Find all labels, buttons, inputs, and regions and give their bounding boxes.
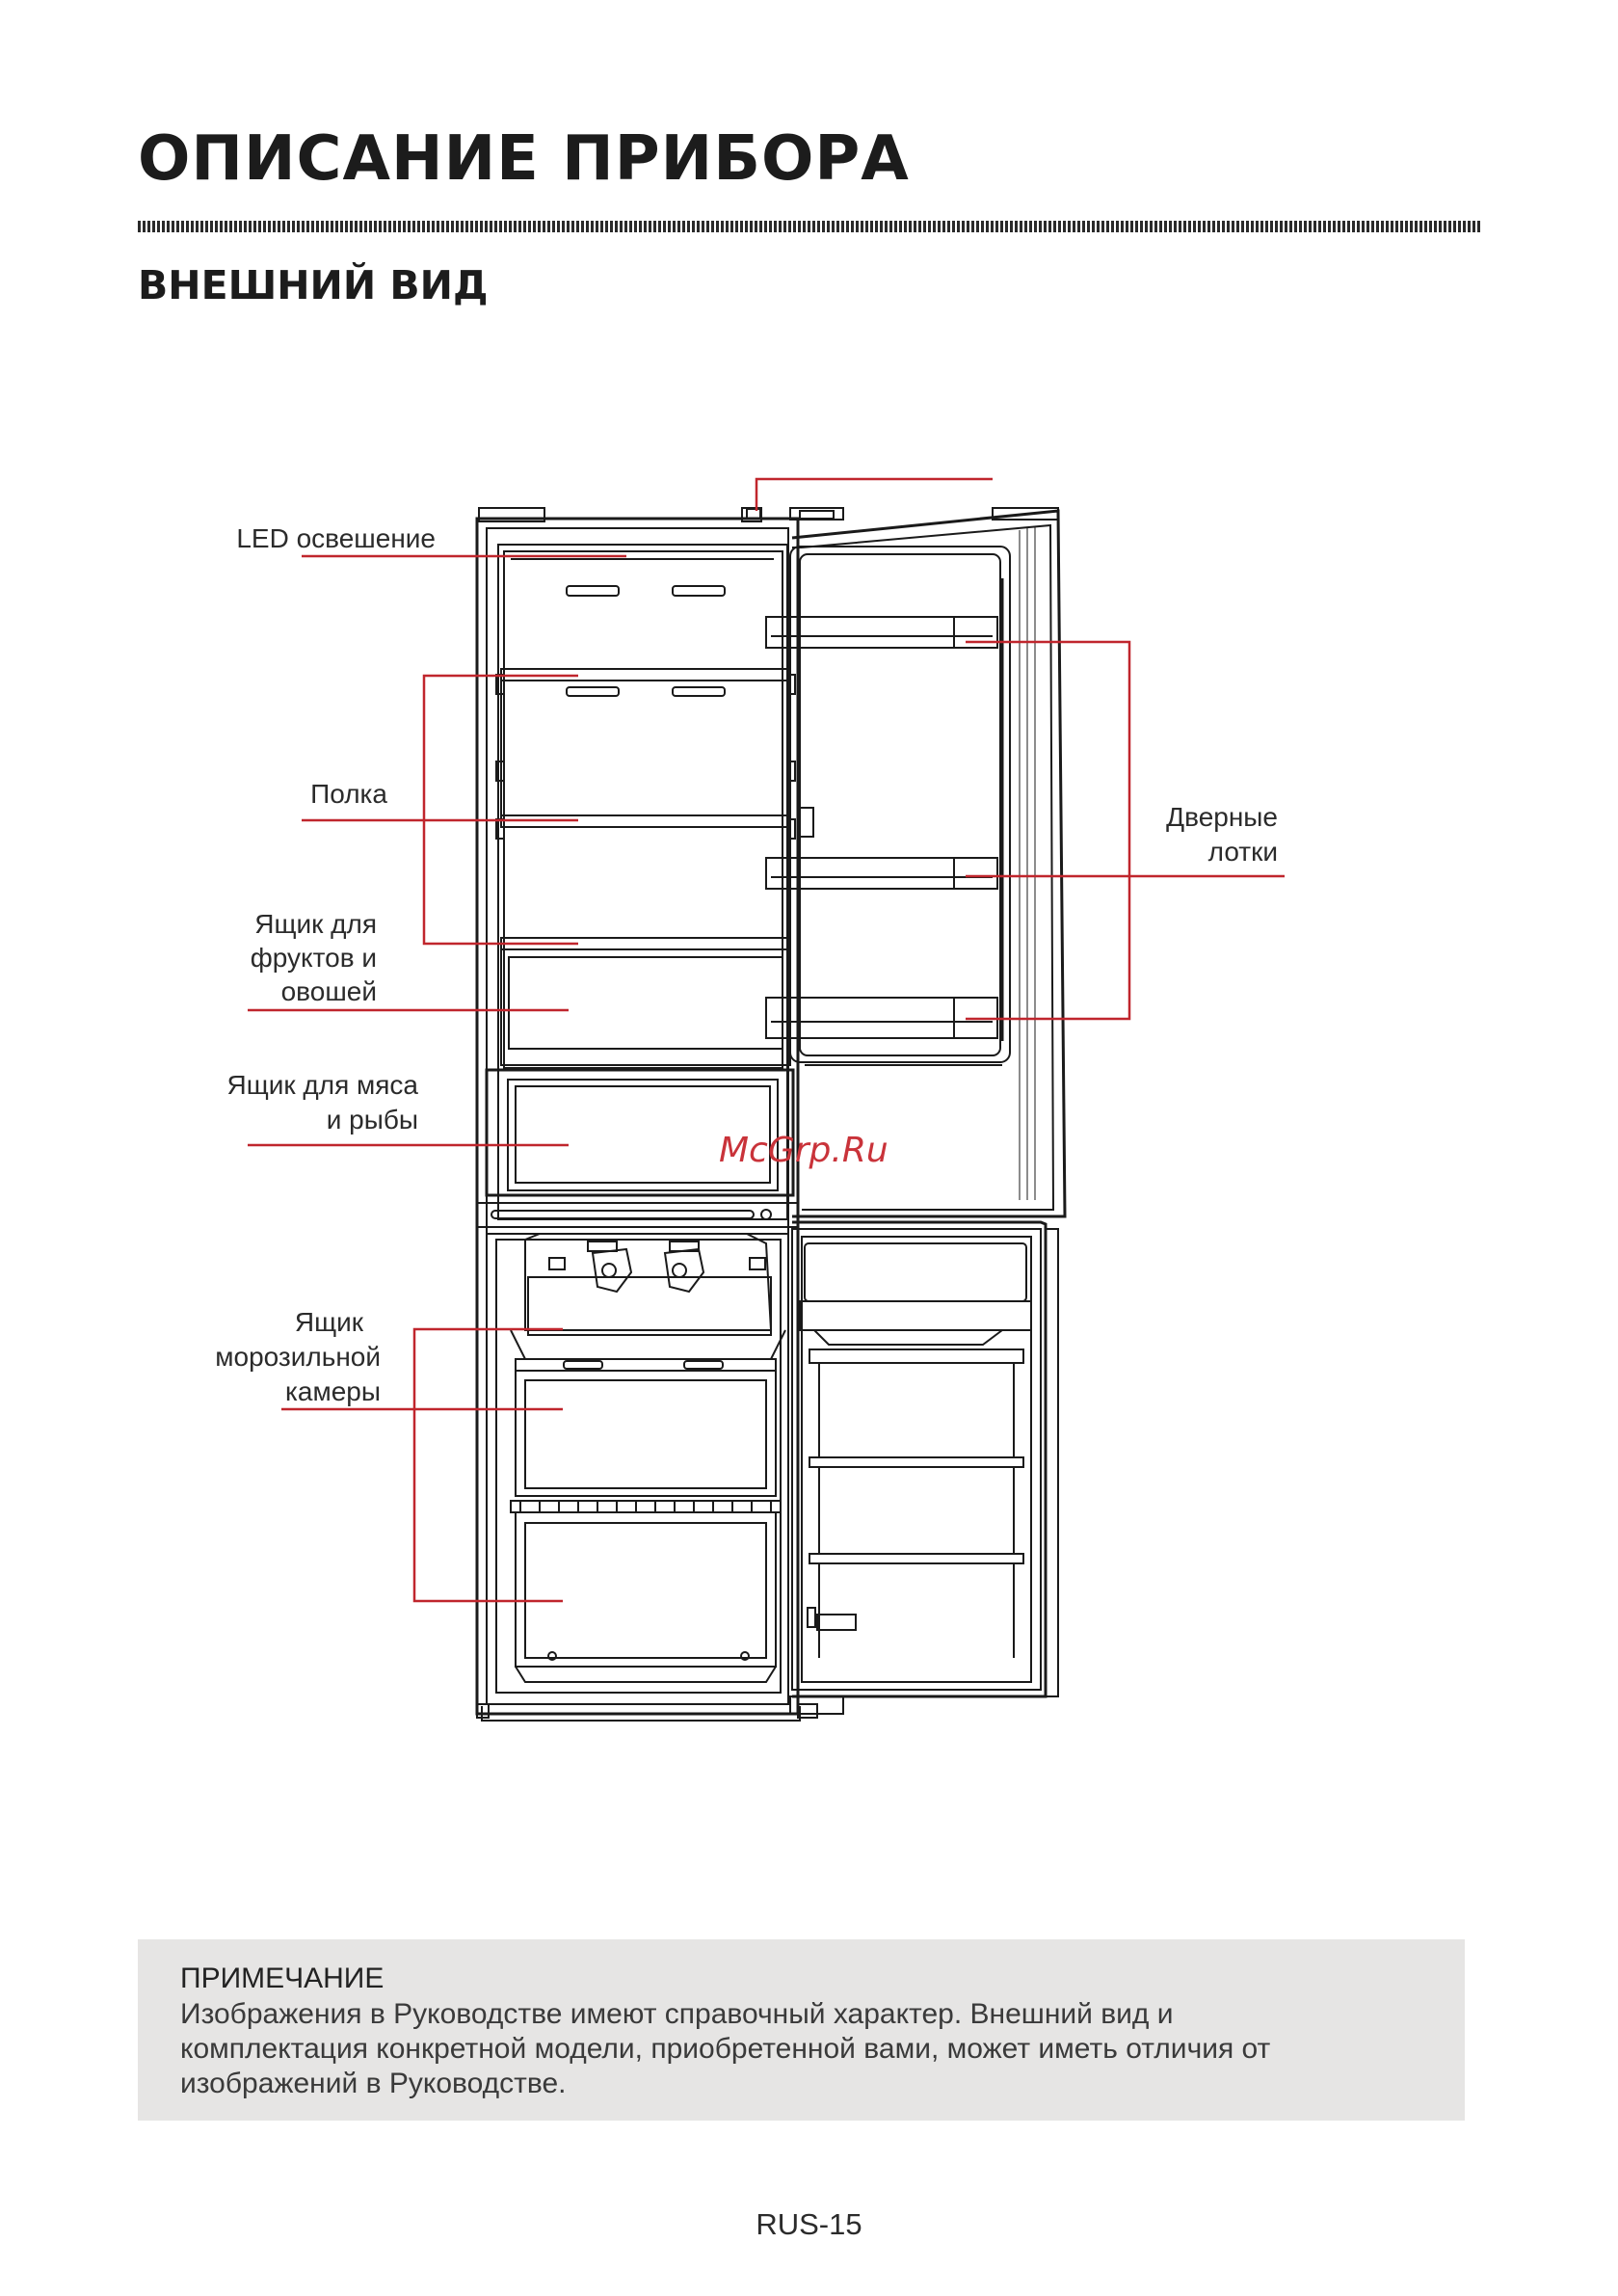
label-led-lighting: LED освешение xyxy=(236,523,436,553)
note-line-2: комплектация конкретной модели, приобретенной вами, может иметь отличия от xyxy=(180,2033,1271,2065)
label-door-trays-line1: Дверные xyxy=(1166,802,1278,832)
note-line-1: Изображения в Руководстве имеют справочный характер. Внешний вид и xyxy=(180,1998,1174,2030)
label-fruit-box-line3: овошей xyxy=(280,976,377,1006)
label-meat-box-line2: и рыбы xyxy=(326,1105,418,1135)
note-line-3: изображений в Руководстве. xyxy=(180,2068,567,2099)
label-fruit-box-line2: фруктов и xyxy=(250,943,377,973)
watermark: McGrp.Ru xyxy=(719,1131,889,1170)
fridge-outline xyxy=(477,508,1065,1721)
label-freezer-box-line1: Ящик xyxy=(294,1307,363,1337)
note-text xyxy=(180,1997,1433,2101)
page-number: RUS-15 xyxy=(756,2207,862,2241)
page-title: ОПИСАНИЕ ПРИБОРА xyxy=(138,123,910,195)
label-shelf: Полка xyxy=(310,779,387,809)
label-door-trays-line2: лотки xyxy=(1207,837,1278,867)
section-title: ВНЕШНИЙ ВИД xyxy=(138,262,489,308)
label-meat-box-line1: Ящик для мяса xyxy=(226,1070,418,1100)
label-freezer-box-line2: морозильной xyxy=(215,1342,381,1372)
label-fruit-box-line1: Ящик для xyxy=(254,909,377,939)
label-freezer-box-line3: камеры xyxy=(285,1376,381,1406)
note-title: ПРИМЕЧАНИЕ xyxy=(180,1962,385,1994)
note-box xyxy=(138,1939,1465,2121)
